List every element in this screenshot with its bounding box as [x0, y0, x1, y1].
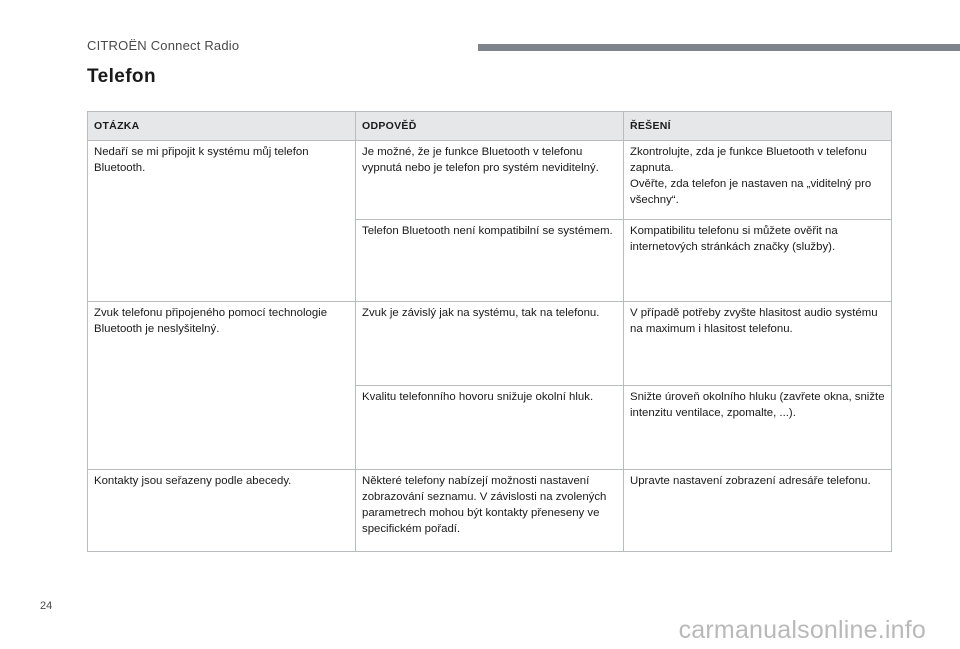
watermark: carmanualsonline.info — [678, 616, 926, 644]
answer-cell: Je možné, že je funkce Bluetooth v telefonu vypnutá nebo je telefon pro systém neviditelný. — [356, 141, 624, 220]
brand-title: CITROËN Connect Radio — [87, 38, 240, 53]
answer-cell: Zvuk je závislý jak na systému, tak na telefonu. — [356, 302, 624, 386]
solution-line: Ověřte, zda telefon je nastaven na „viditelný pro všechny“. — [630, 178, 872, 206]
answer-cell: Telefon Bluetooth není kompatibilní se systémem. — [356, 220, 624, 302]
question-cell: Nedaří se mi připojit k systému můj telefon Bluetooth. — [88, 141, 356, 302]
question-cell: Kontakty jsou seřazeny podle abecedy. — [88, 470, 356, 552]
table-row — [88, 302, 892, 386]
solution-line: Snižte úroveň okolního hluku (zavřete okna, snižte intenzitu ventilace, zpomalte, ...). — [630, 391, 885, 419]
solution-line: Upravte nastavení zobrazení adresáře telefonu. — [630, 475, 871, 487]
answer-cell: Kvalitu telefonního hovoru snižuje okolní hluk. — [356, 386, 624, 470]
solution-line: Zkontrolujte, zda je funkce Bluetooth v telefonu zapnuta. — [630, 146, 867, 174]
column-header-solution: ŘEŠENÍ — [624, 112, 892, 141]
solution-cell — [624, 302, 892, 386]
solution-cell — [624, 470, 892, 552]
solution-cell — [624, 386, 892, 470]
table-header-row — [88, 112, 892, 141]
column-header-answer: ODPOVĚĎ — [356, 112, 624, 141]
column-header-question: OTÁZKA — [88, 112, 356, 141]
page-number: 24 — [40, 600, 53, 612]
table-row — [88, 470, 892, 552]
section-title: Telefon — [87, 66, 156, 87]
solution-cell — [624, 141, 892, 220]
solution-line: Kompatibilitu telefonu si můžete ověřit na internetových stránkách značky (služby). — [630, 225, 838, 253]
solution-cell — [624, 220, 892, 302]
question-cell: Zvuk telefonu připojeného pomocí technologie Bluetooth je neslyšitelný. — [88, 302, 356, 470]
table-row — [88, 141, 892, 220]
header-bar — [478, 44, 960, 51]
answer-cell: Některé telefony nabízejí možnosti nastavení zobrazování seznamu. V závislosti na zvolených parametrech mohou být kontakty přeneseny ve specifickém pořadí. — [356, 470, 624, 552]
solution-line: V případě potřeby zvyšte hlasitost audio systému na maximum i hlasitost telefonu. — [630, 307, 878, 335]
faq-table — [87, 111, 892, 552]
